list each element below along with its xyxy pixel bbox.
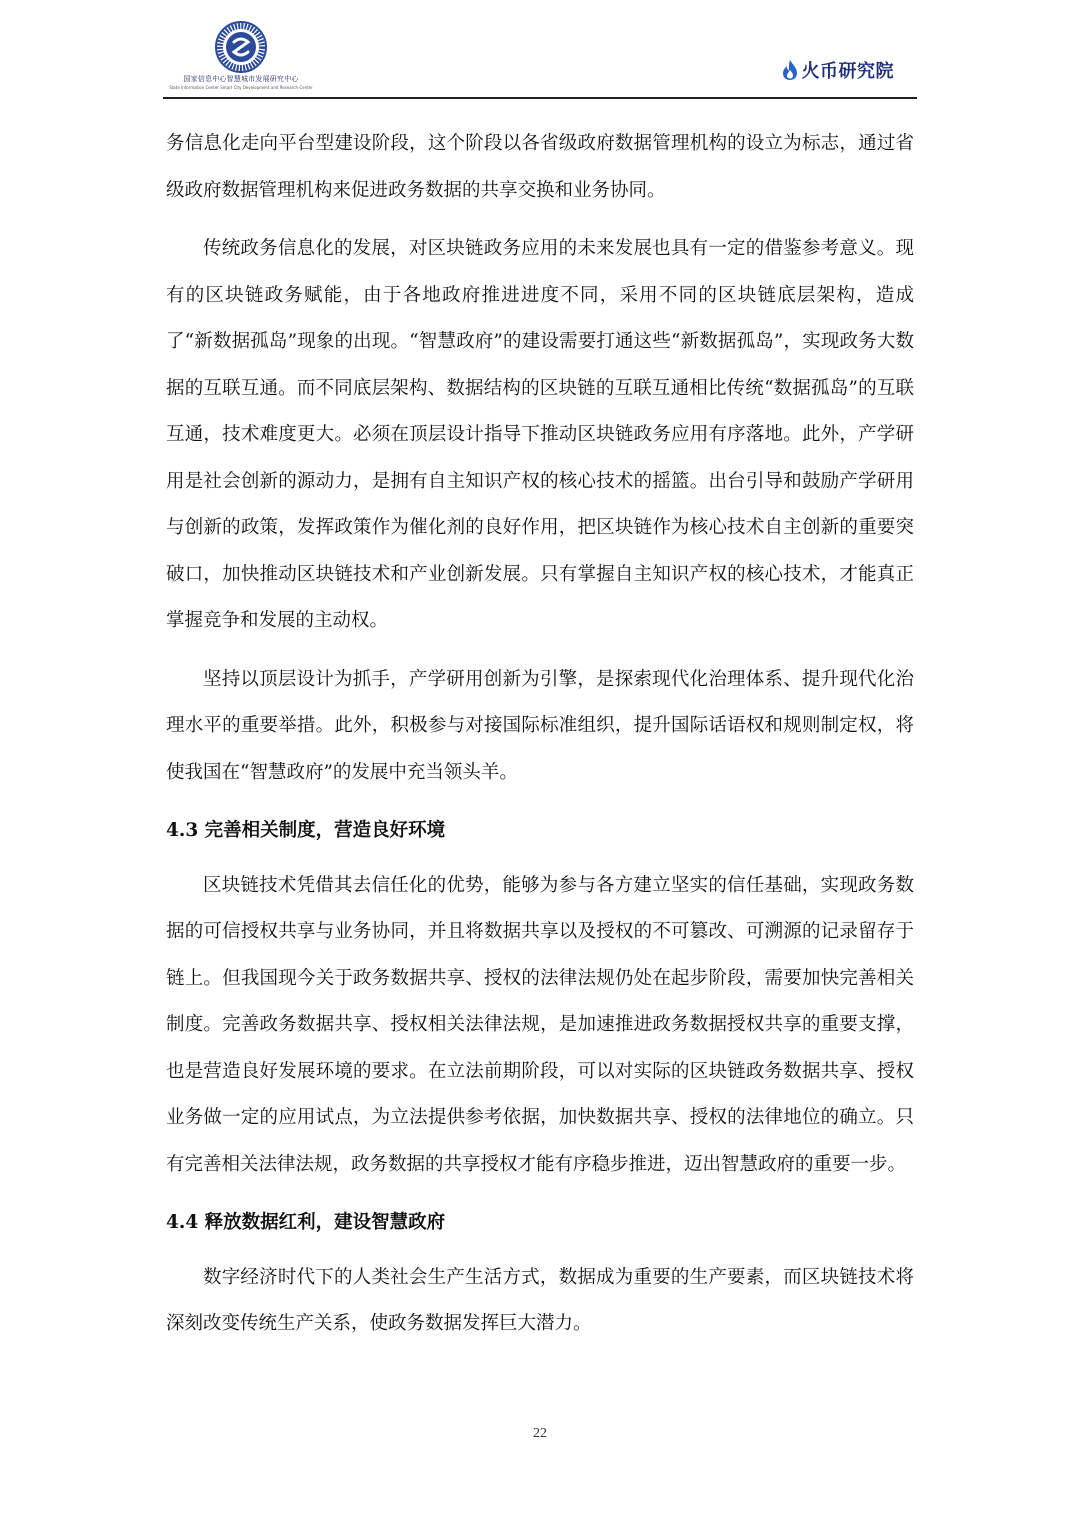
paragraph-1: 务信息化走向平台型建设阶段，这个阶段以各省级政府数据管理机构的设立为标志，通过省级政府数据管理机构来促进政务数据的共享交换和业务协同。 (166, 133, 914, 201)
paragraph-5: 数字经济时代下的人类社会生产生活方式，数据成为重要的生产要素，而区块链技术将深刻改变传统生产关系，使政务数据发挥巨大潜力。 (166, 1266, 914, 1334)
brand-logo (782, 56, 895, 84)
org-name-cn: 国家信息中心智慧城市发展研究中心 (183, 75, 299, 83)
paragraph-4: 区块链技术凭借其去信任化的优势，能够为参与各方建立坚实的信任基础，实现政务数据的可信授权共享与业务协同，并且将数据共享以及授权的不可篡改、可溯源的记录留存于链上。但我国现今关于政务数据共享、授权的法律法规仍处在起步阶段，需要加快完善相关制度。完善政务数据共享、授权相关法律法规，是加速推进政务数据授权共享的重要支撑，也是营造良好发展环境的要求。在立法前期阶段，可以对实际的区块链政务数据共享、授权业务做一定的应用试点，为立法提供参考依据，加快数据共享、授权的法律地位的确立。只有完善相关法律法规，政务数据的共享授权才能有序稳步推进，迈出智慧政府的重要一步。 (166, 874, 914, 1175)
paragraph-2: 传统政务信息化的发展，对区块链政务应用的未来发展也具有一定的借鉴参考意义。现有的区块链政务赋能，由于各地政府推进进度不同，采用不同的区块链底层架构，造成了“新数据孤岛”现象的出现。“智慧政府”的建设需要打通这些“新数据孤岛”，实现政务大数据的互联互通。而不同底层架构、数据结构的区块链的互联互通相比传统“数据孤岛”的互联互通，技术难度更大。必须在顶层设计指导下推动区块链政务应用有序落地。此外，产学研用是社会创新的源动力，是拥有自主知识产权的核心技术的摇篮。出台引导和鼓励产学研用与创新的政策，发挥政策作为催化剂的良好作用，把区块链作为核心技术自主创新的重要突破口，加快推动区块链技术和产业创新发展。只有掌握自主知识产权的核心技术，才能真正掌握竞争和发展的主动权。 (166, 238, 914, 631)
org-seal-icon (214, 20, 268, 74)
flame-icon (782, 59, 798, 81)
section-heading-4-3: 4.3 完善相关制度，营造良好环境 (166, 820, 446, 841)
page-number: 22 (533, 1426, 547, 1441)
page-body (166, 121, 914, 1360)
paragraph-3: 坚持以顶层设计为抓手，产学研用创新为引擎，是探索现代化治理体系、提升现代化治理水平的重要举措。此外，积极参与对接国际标准组织，提升国际话语权和规则制定权，将使我国在“智慧政府”的发展中充当领头羊。 (166, 668, 914, 783)
header-divider (163, 97, 917, 99)
section-heading-4-4: 4.4 释放数据红利，建设智慧政府 (166, 1212, 446, 1233)
brand-name: 火币研究院 (801, 61, 894, 82)
org-name-en: State Information Center Smart City Development and Research Center (169, 85, 313, 90)
org-logo (166, 20, 316, 94)
page-header (0, 0, 1080, 100)
